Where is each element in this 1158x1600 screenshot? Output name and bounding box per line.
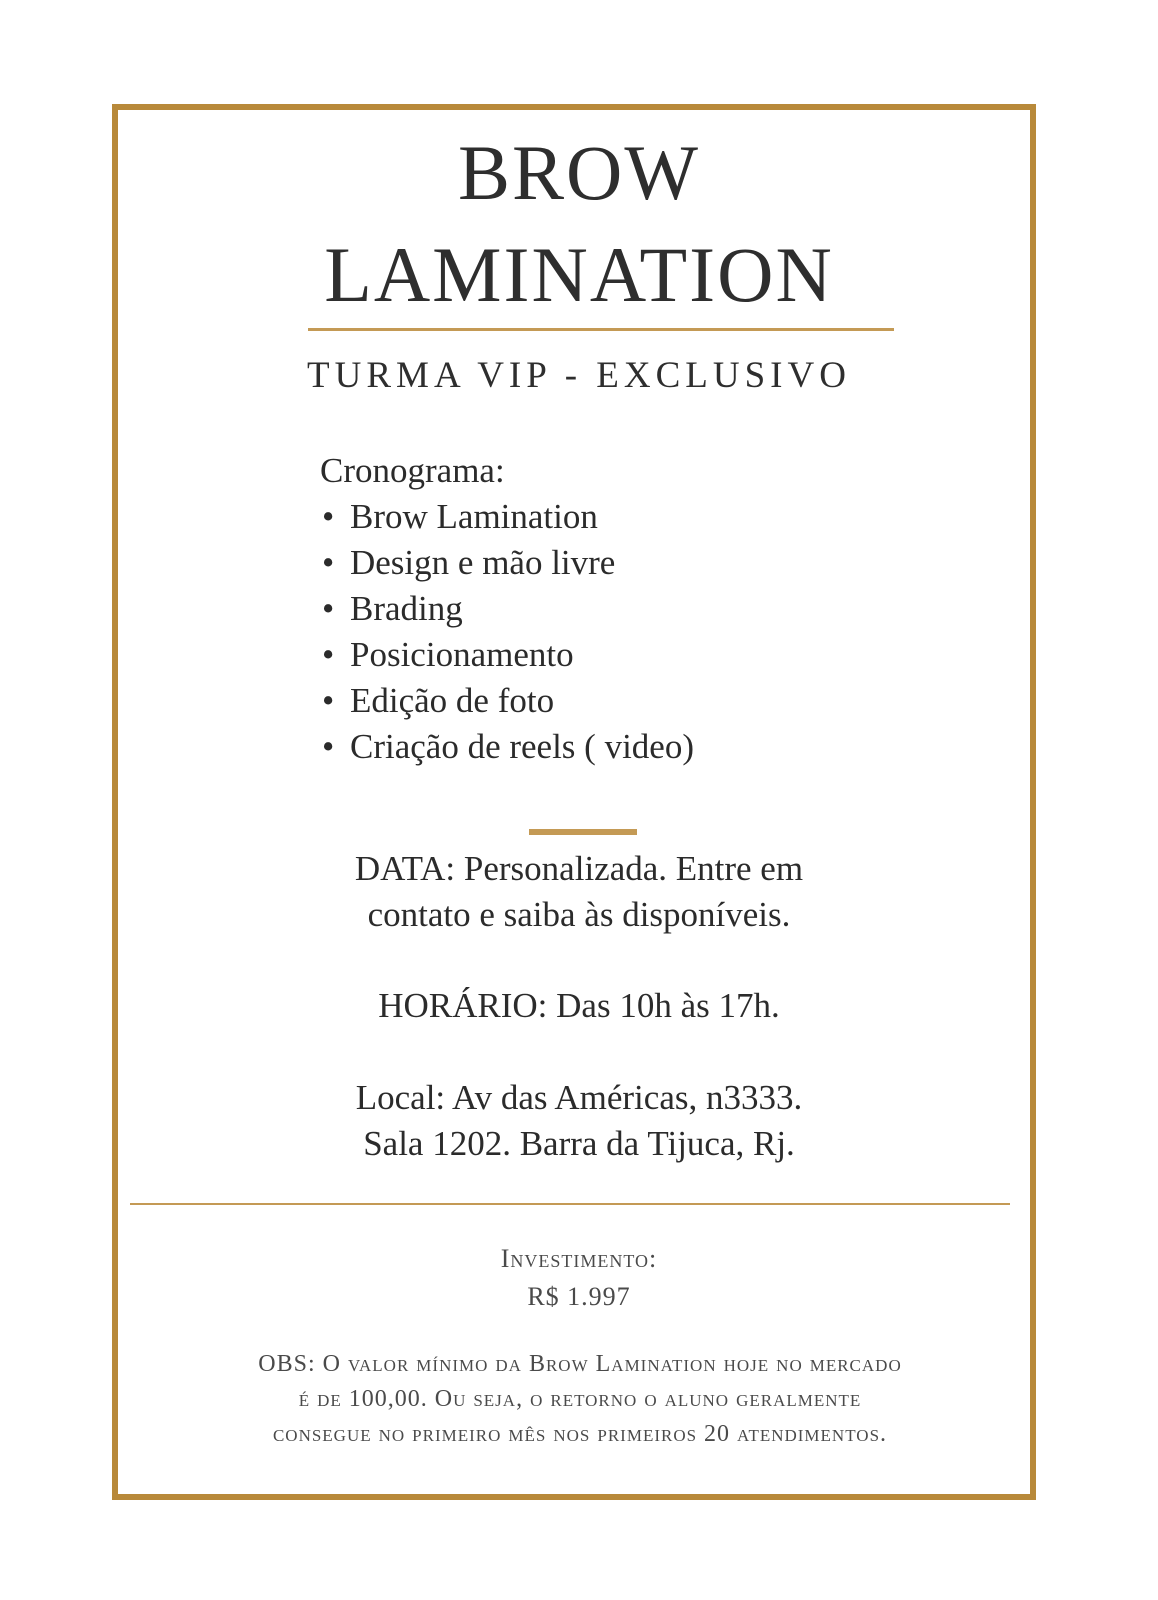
location-line-2: Sala 1202. Barra da Tijuca, Rj. <box>363 1124 795 1163</box>
investment-section <box>0 1240 1158 1316</box>
location-line-1: Local: Av das Américas, n3333. <box>355 1078 803 1117</box>
schedule-item: • Criação de reels ( video) <box>320 724 694 770</box>
title-divider <box>308 328 894 331</box>
section-divider <box>529 829 637 835</box>
title-line-1: BROW <box>458 129 700 216</box>
schedule-item: • Posicionamento <box>320 632 694 678</box>
footer-divider <box>130 1203 1010 1205</box>
note-line-3: consegue no primeiro mês nos primeiros 20 atendimentos. <box>272 1421 888 1447</box>
note-section <box>130 1347 1030 1452</box>
investment-label: Investimento: <box>500 1244 658 1273</box>
date-info <box>0 846 1158 938</box>
title-line-2: LAMINATION <box>324 231 834 318</box>
schedule-list <box>320 494 694 770</box>
schedule-item: • Brow Lamination <box>320 494 694 540</box>
schedule-section <box>320 448 694 770</box>
hours-info: HORÁRIO: Das 10h às 17h. <box>378 986 780 1025</box>
schedule-heading: Cronograma: <box>320 451 505 490</box>
note-line-1: OBS: O valor mínimo da Brow Lamination hoje no mercado <box>258 1351 902 1377</box>
schedule-item: • Brading <box>320 586 694 632</box>
schedule-item: • Edição de foto <box>320 678 694 724</box>
date-line-1: DATA: Personalizada. Entre em <box>354 849 804 888</box>
schedule-item: • Design e mão livre <box>320 540 694 586</box>
subtitle: TURMA VIP - EXCLUSIVO <box>307 355 851 396</box>
note-line-2: é de 100,00. Ou seja, o retorno o aluno geralmente <box>298 1386 862 1412</box>
investment-price: R$ 1.997 <box>527 1282 631 1311</box>
location-info <box>0 1075 1158 1167</box>
date-line-2: contato e saiba às disponíveis. <box>367 895 791 934</box>
